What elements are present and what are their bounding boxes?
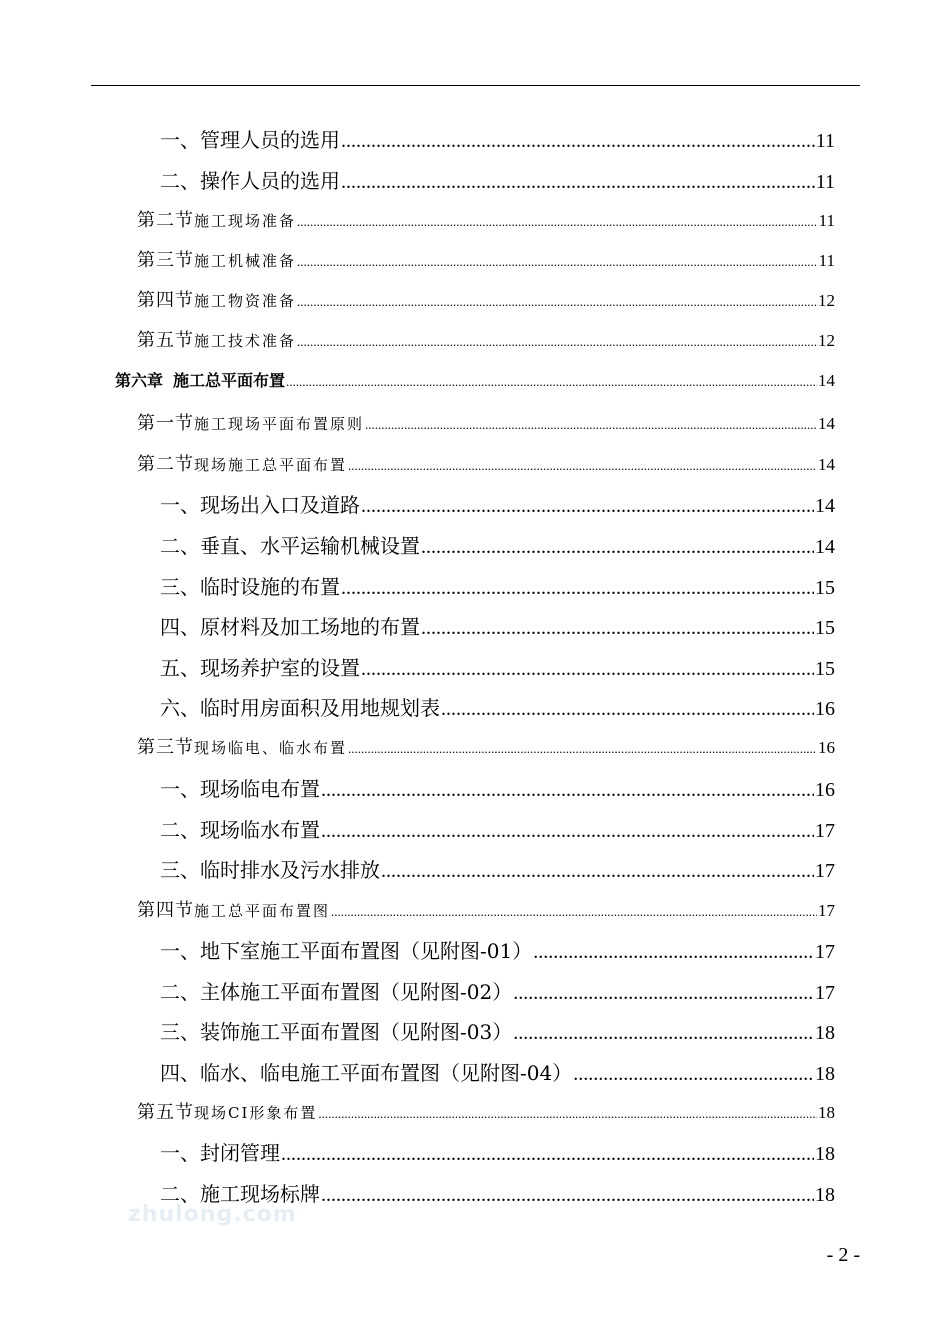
toc-dot-leader xyxy=(297,294,817,310)
toc-entry[interactable] xyxy=(160,976,835,1002)
toc-entry-page: 18 xyxy=(815,1143,835,1165)
toc-entry[interactable] xyxy=(160,1016,835,1042)
toc-entry-number: 二、 xyxy=(160,169,200,193)
toc-entry-number: 第二节 xyxy=(137,210,194,231)
toc-dot-leader xyxy=(331,904,817,920)
toc-dot-leader xyxy=(281,1143,814,1166)
toc-dot-leader xyxy=(321,779,814,802)
toc-entry-title: 现场CI形象布置 xyxy=(194,1104,318,1122)
toc-entry-number: 一、 xyxy=(160,1141,200,1165)
watermark-logo: zhulong.com xyxy=(128,1202,297,1227)
toc-entry-page: 14 xyxy=(818,414,835,433)
toc-entry-title: 临时设施的布置 xyxy=(200,575,340,599)
toc-entry-page: 11 xyxy=(818,251,835,270)
toc-entry[interactable] xyxy=(160,773,835,799)
toc-entry-title: 临水、临电施工平面布置图（见附图-04） xyxy=(200,1061,573,1085)
toc-entry-title: 管理人员的选用 xyxy=(200,128,340,152)
toc-entry[interactable] xyxy=(137,326,835,350)
toc-entry-page: 18 xyxy=(815,1184,835,1206)
toc-entry-title: 施工技术准备 xyxy=(194,332,297,350)
toc-entry-number: 第二节 xyxy=(137,454,194,475)
toc-entry-page: 17 xyxy=(815,820,835,842)
toc-entry-title: 施工总平面布置 xyxy=(173,371,286,390)
toc-entry-page: 12 xyxy=(818,331,835,350)
toc-entry[interactable] xyxy=(160,935,835,961)
toc-entry-page: 16 xyxy=(815,698,835,720)
toc-entry-title: 原材料及加工场地的布置 xyxy=(200,615,420,639)
toc-entry-title: 操作人员的选用 xyxy=(200,169,340,193)
toc-entry-page: 11 xyxy=(815,130,835,152)
toc-entry[interactable] xyxy=(160,1057,835,1083)
toc-dot-leader xyxy=(341,577,814,600)
toc-entry-number: 四、 xyxy=(160,1061,200,1085)
toc-entry-title: 垂直、水平运输机械设置 xyxy=(200,534,420,558)
toc-entry[interactable] xyxy=(137,246,835,270)
toc-entry[interactable] xyxy=(160,1137,835,1163)
toc-entry[interactable] xyxy=(160,854,835,880)
toc-dot-leader xyxy=(361,495,814,518)
toc-entry-title: 现场临电、临水布置 xyxy=(194,739,348,757)
toc-dot-leader xyxy=(321,820,814,843)
toc-entry[interactable] xyxy=(137,450,835,474)
toc-entry-number: 二、 xyxy=(160,534,200,558)
toc-entry-page: 17 xyxy=(818,901,835,920)
toc-dot-leader xyxy=(381,860,814,883)
toc-entry-number: 一、 xyxy=(160,777,200,801)
toc-entry-title: 临时用房面积及用地规划表 xyxy=(200,696,440,720)
toc-entry-page: 11 xyxy=(815,171,835,193)
toc-entry-number: 六、 xyxy=(160,696,200,720)
toc-entry-page: 18 xyxy=(815,1063,835,1085)
toc-dot-leader xyxy=(341,171,815,194)
toc-entry[interactable] xyxy=(137,286,835,310)
toc-entry[interactable] xyxy=(115,368,835,390)
toc-entry-number: 第四节 xyxy=(137,290,194,311)
toc-entry-title: 临时排水及污水排放 xyxy=(200,858,380,882)
toc-entry-page: 18 xyxy=(818,1103,835,1122)
toc-entry-number: 二、 xyxy=(160,1182,200,1206)
toc-dot-leader xyxy=(365,417,817,433)
toc-dot-leader xyxy=(533,941,814,964)
toc-entry-title: 地下室施工平面布置图（见附图-01） xyxy=(200,939,533,963)
toc-entry-page: 16 xyxy=(818,738,835,757)
toc-entry-number: 一、 xyxy=(160,939,200,963)
toc-entry[interactable] xyxy=(160,124,835,150)
toc-entry[interactable] xyxy=(160,611,835,637)
toc-entry-page: 14 xyxy=(815,536,835,558)
toc-entry-title: 主体施工平面布置图（见附图-02） xyxy=(200,980,513,1004)
toc-entry-page: 15 xyxy=(815,577,835,599)
toc-entry-number: 第三节 xyxy=(137,250,194,271)
toc-entry[interactable] xyxy=(160,692,835,718)
toc-entry-page: 14 xyxy=(815,495,835,517)
toc-dot-leader xyxy=(513,1022,814,1045)
toc-entry[interactable] xyxy=(137,1098,835,1122)
toc-entry[interactable] xyxy=(137,733,835,757)
toc-entry-number: 第五节 xyxy=(137,1102,194,1123)
toc-entry-title: 现场临电布置 xyxy=(200,777,320,801)
toc-entry-title: 现场出入口及道路 xyxy=(200,493,360,517)
toc-entry-page: 16 xyxy=(815,779,835,801)
toc-entry-title: 施工现场准备 xyxy=(194,212,297,230)
toc-entry-page: 12 xyxy=(818,291,835,310)
toc-entry[interactable] xyxy=(160,165,835,191)
toc-dot-leader xyxy=(297,214,818,230)
toc-dot-leader xyxy=(573,1063,814,1086)
toc-entry-title: 施工现场平面布置原则 xyxy=(194,415,365,433)
toc-entry-number: 第三节 xyxy=(137,737,194,758)
toc-dot-leader xyxy=(286,374,817,390)
toc-entry-number: 二、 xyxy=(160,980,200,1004)
toc-entry-page: 15 xyxy=(815,658,835,680)
toc-entry[interactable] xyxy=(160,1178,835,1204)
toc-entry-title: 施工总平面布置图 xyxy=(194,902,331,920)
toc-entry-title: 现场临水布置 xyxy=(200,818,320,842)
toc-dot-leader xyxy=(421,536,814,559)
toc-entry-number: 一、 xyxy=(160,128,200,152)
toc-dot-leader xyxy=(348,741,817,757)
toc-entry-number: 五、 xyxy=(160,656,200,680)
toc-entry-number: 第四节 xyxy=(137,900,194,921)
toc-entry-title: 现场施工总平面布置 xyxy=(194,456,348,474)
toc-entry-title: 施工现场标牌 xyxy=(200,1182,320,1206)
toc-entry-number: 二、 xyxy=(160,818,200,842)
toc-entry-page: 14 xyxy=(818,455,835,474)
header-rule xyxy=(91,85,860,86)
toc-entry-title: 现场养护室的设置 xyxy=(200,656,360,680)
toc-entry-number: 第一节 xyxy=(137,413,194,434)
toc-entry-number: 四、 xyxy=(160,615,200,639)
toc-entry-number: 第五节 xyxy=(137,330,194,351)
toc-entry-title: 施工物资准备 xyxy=(194,292,297,310)
toc-dot-leader xyxy=(321,1184,814,1207)
page-number: - 2 - xyxy=(826,1244,860,1266)
toc-entry-page: 17 xyxy=(815,941,835,963)
toc-dot-leader xyxy=(421,617,814,640)
toc-dot-leader xyxy=(513,982,814,1005)
toc-entry-page: 17 xyxy=(815,860,835,882)
toc-entry[interactable] xyxy=(160,489,835,515)
toc-dot-leader xyxy=(441,698,814,721)
toc-entry[interactable] xyxy=(160,652,835,678)
toc-dot-leader xyxy=(297,254,818,270)
toc-entry-title: 封闭管理 xyxy=(200,1141,280,1165)
toc-dot-leader xyxy=(297,334,817,350)
toc-entry-number: 第六章 xyxy=(115,371,164,390)
toc-entry[interactable] xyxy=(160,814,835,840)
toc-entry[interactable] xyxy=(137,896,835,920)
toc-entry-number: 一、 xyxy=(160,493,200,517)
toc-entry[interactable] xyxy=(160,530,835,556)
toc-entry-number: 三、 xyxy=(160,575,200,599)
toc-entry-page: 11 xyxy=(818,211,835,230)
toc-entry-number: 三、 xyxy=(160,858,200,882)
toc-dot-leader xyxy=(318,1106,817,1122)
toc-entry-number: 三、 xyxy=(160,1020,200,1044)
toc-dot-leader xyxy=(348,458,817,474)
toc-dot-leader xyxy=(361,658,814,681)
toc-entry-page: 17 xyxy=(815,982,835,1004)
toc-dot-leader xyxy=(341,130,815,153)
toc-entry[interactable] xyxy=(137,409,835,433)
toc-entry-page: 18 xyxy=(815,1022,835,1044)
toc-entry-page: 15 xyxy=(815,617,835,639)
toc-entry-title: 装饰施工平面布置图（见附图-03） xyxy=(200,1020,513,1044)
toc-entry-title: 施工机械准备 xyxy=(194,252,297,270)
toc-entry-page: 14 xyxy=(818,371,835,390)
toc-entry[interactable] xyxy=(160,571,835,597)
toc-entry[interactable] xyxy=(137,206,835,230)
